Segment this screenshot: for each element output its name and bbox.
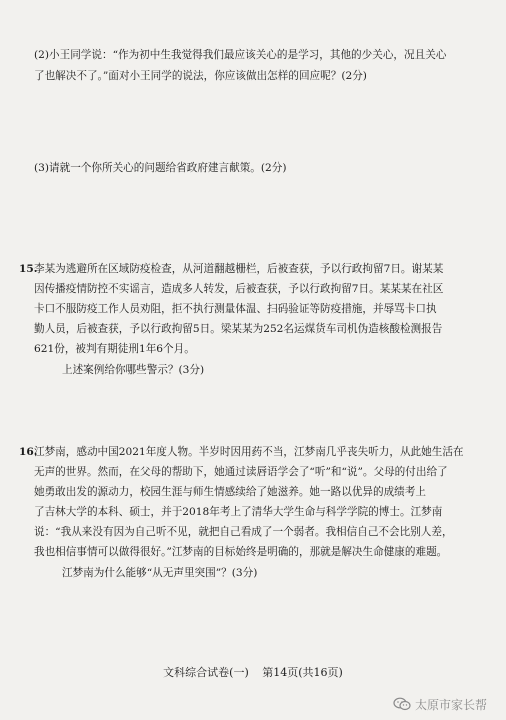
paragraph-line: 我也相信事情可以做得很好。”江梦南的目标始终是明确的，那就是解决生命健康的难题。 xyxy=(34,546,448,558)
watermark-text: 太原市家长帮 xyxy=(415,697,488,712)
paragraph-line: 李某为逃避所在区域防疫检查，从河道翻越栅栏，后被查获，予以行政拘留7日。谢某某 xyxy=(34,263,444,275)
q14-part2-line1: (2)小王同学说：“作为初中生我觉得我们最应该关心的是学习，其他的少关心，况且关心 xyxy=(34,49,447,61)
question-number: 15. xyxy=(19,263,38,275)
wechat-icon xyxy=(393,697,411,711)
question-prompt: 江梦南为什么能够“从无声里突围”？(3分) xyxy=(62,567,258,579)
paragraph-line: 因传播疫情防控不实谣言，造成多人转发，后被查获，予以行政拘留7日。某某某在社区 xyxy=(34,283,444,295)
paragraph-line: 了吉林大学的本科、硕士，并于2018年考上了清华大学生命与科学学院的博士。江梦南 xyxy=(34,506,443,518)
page-footer xyxy=(0,666,506,680)
page-number: 第14页(共16页) xyxy=(262,666,343,679)
paragraph-line: 621份，被判有期徒刑1年6个月。 xyxy=(34,343,195,355)
exam-name: 文科综合试卷(一) xyxy=(163,666,249,679)
q14-part2-line2: 了也解决不了。”面对小王同学的说法，你应该做出怎样的回应呢？(2分) xyxy=(34,70,367,82)
question-number: 16. xyxy=(19,446,38,458)
paragraph-line: 无声的世界。然而，在父母的帮助下，她通过读唇语学会了“听”和“说”。父母的付出给了 xyxy=(34,466,448,478)
paragraph-line: 说：“我从来没有因为自己听不见，就把自己看成了一个弱者。我相信自己不会比别人差， xyxy=(34,526,453,538)
question-prompt: 上述案例给你哪些警示？(3分) xyxy=(62,364,205,376)
paragraph-line: 她勇敢出发的源动力，校园生涯与师生情感续给了她滋养。她一路以优异的成绩考上 xyxy=(34,486,426,498)
q14-part3-line1: (3)请就一个你所关心的问题给省政府建言献策。(2分) xyxy=(34,162,287,174)
watermark xyxy=(393,695,487,713)
paragraph-line: 江梦南，感动中国2021年度人物。半岁时因用药不当，江梦南几乎丧失听力，从此她生活在 xyxy=(34,446,464,458)
paragraph-line: 卡口不服防疫工作人员劝阻，拒不执行测量体温、扫码验证等防疫措施，并辱骂卡口执 xyxy=(34,303,437,315)
paragraph-line: 勤人员，后被查获，予以行政拘留5日。梁某某为252名运煤货车司机伪造核酸检测报告 xyxy=(34,323,443,335)
